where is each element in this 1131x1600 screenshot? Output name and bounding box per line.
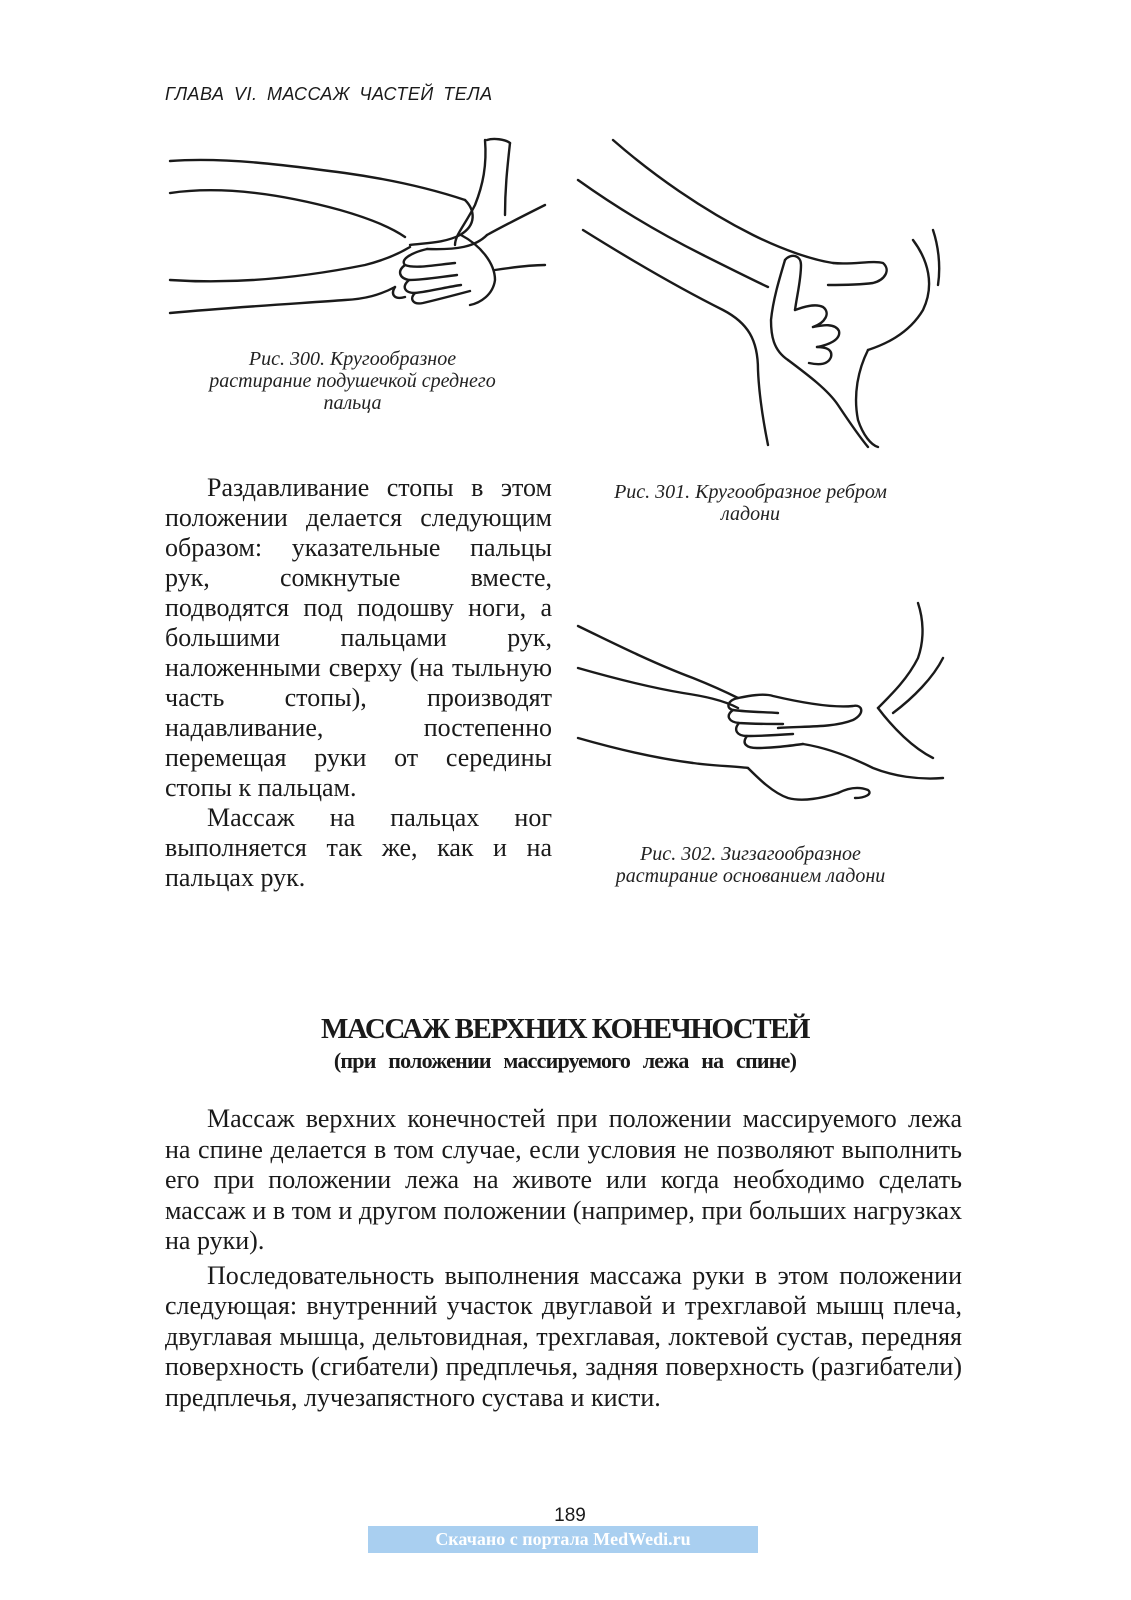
paragraph: Массаж верхних конечностей при положении массируемого лежа на спине делается в том случае, если условия не позволяют выполнить его при положении лежа на животе или когда необходимо сделать массаж и в том и другом положении (например, при больших нагрузках на руки). [165,1104,962,1255]
caption-line: Рис. 300. Кругообразное [248,348,457,370]
section-subtitle: (при положении массируемого лежа на спине) [333,1048,797,1073]
foot-massage-text [165,473,552,893]
upper-limb-massage-text [165,1104,962,1417]
caption-line: растирание основанием ладони [615,865,886,887]
page-number: 189 [554,1505,586,1526]
figure-301-caption [583,481,918,525]
caption-line: ладони [720,503,780,525]
section-title: МАССАЖ ВЕРХНИХ КОНЕЧНОСТЕЙ [321,1013,809,1045]
figure-302-illustration [573,598,948,813]
caption-line: пальца [323,392,382,414]
figure-300-illustration [165,135,550,340]
download-banner: Скачано с портала MedWedi.ru [368,1526,758,1553]
paragraph: Последовательность выполнения массажа руки в этом положении следующая: внутренний участок двуглавой и трехглавой мышц плеча, двуглавая мышца, дельтовидная, трехглавая, локтевой сустав, передняя поверхность (сгибатели) предплечья, задняя поверхность (разгибатели) предплечья, лучезапястного сустава и кисти. [165,1260,962,1412]
paragraph: Массаж на пальцах ног выполняется так же, как и на пальцах рук. [165,803,552,892]
caption-line: растирание подушечкой среднего [209,370,496,392]
figure-300-caption [165,348,540,414]
paragraph: Раздавливание стопы в этом положении делается следующим образом: указательные пальцы рук, сомкнутые вместе, подводятся под подошву ноги, а большими пальцами рук, наложенными сверху (на тыльную часть стопы), производят надавливание, постепенно перемещая руки от середины стопы к пальцам. [165,473,552,802]
running-header: ГЛАВА VI. МАССАЖ ЧАСТЕЙ ТЕЛА [165,84,493,104]
figure-301-illustration [573,135,948,450]
caption-line: Рис. 301. Кругообразное ребром [614,481,887,503]
figure-302-caption [583,843,918,887]
caption-line: Рис. 302. Зигзагообразное [640,843,861,865]
